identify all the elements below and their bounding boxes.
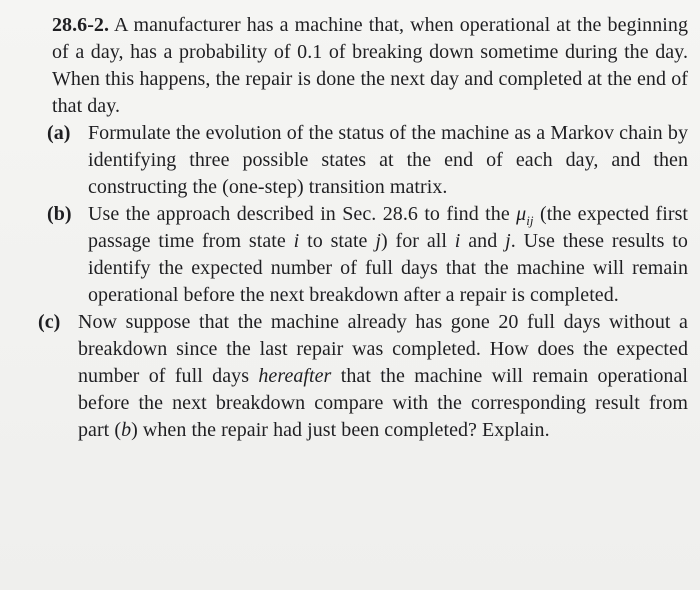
problem-intro [52, 12, 688, 120]
mu-symbol: μ [516, 203, 527, 225]
part-a [47, 120, 688, 201]
mu-ij-symbol [516, 203, 534, 228]
problem-number: 28.6-2. [52, 14, 110, 36]
part-b-label: (b) [47, 203, 72, 225]
part-c-text-3: ) when the repair had just been completed? Explain. [131, 419, 550, 441]
var-j-1: j [375, 230, 381, 252]
part-b-text-3: to state [299, 230, 376, 252]
part-b [47, 201, 689, 309]
part-b-text-5: and [460, 230, 506, 252]
part-b-text-6: . Use these results to identify the expected number of full days that the machine will remain operational before the next breakdown after a repair is completed. [88, 230, 688, 306]
part-c [38, 309, 688, 444]
mu-subscript: ij [526, 213, 534, 228]
part-c-label: (c) [38, 311, 61, 333]
part-c-text-2: that the machine will remain operational before the next breakdown compare with the corresponding result from part ( [78, 365, 688, 441]
var-i-2: i [454, 230, 461, 252]
part-b-text-2: (the expected first passage time from state [88, 203, 689, 252]
var-i-1: i [293, 230, 300, 252]
hereafter-emphasis: hereafter [258, 365, 332, 387]
problem-28-6-2 [38, 12, 689, 444]
part-a-text: Formulate the evolution of the status of the machine as a Markov chain by identifying three possible states at the end of each day, and then constructing the (one-step) transition matrix. [88, 122, 688, 198]
part-b-reference: b [121, 419, 132, 441]
part-a-label: (a) [47, 122, 71, 144]
var-j-2: j [505, 230, 511, 252]
part-b-text-1: Use the approach described in Sec. 28.6 to find the [88, 203, 517, 225]
problem-intro-text: A manufacturer has a machine that, when operational at the beginning of a day, has a probability of 0.1 of breaking down sometime during the day. When this happens, the repair is done the next day and completed at the end of that day. [52, 14, 688, 117]
part-c-text-1: Now suppose that the machine already has gone 20 full days without a breakdown since the last repair was completed. How does the expected number of full days [78, 311, 688, 387]
part-b-text-4: ) for all [380, 230, 455, 252]
